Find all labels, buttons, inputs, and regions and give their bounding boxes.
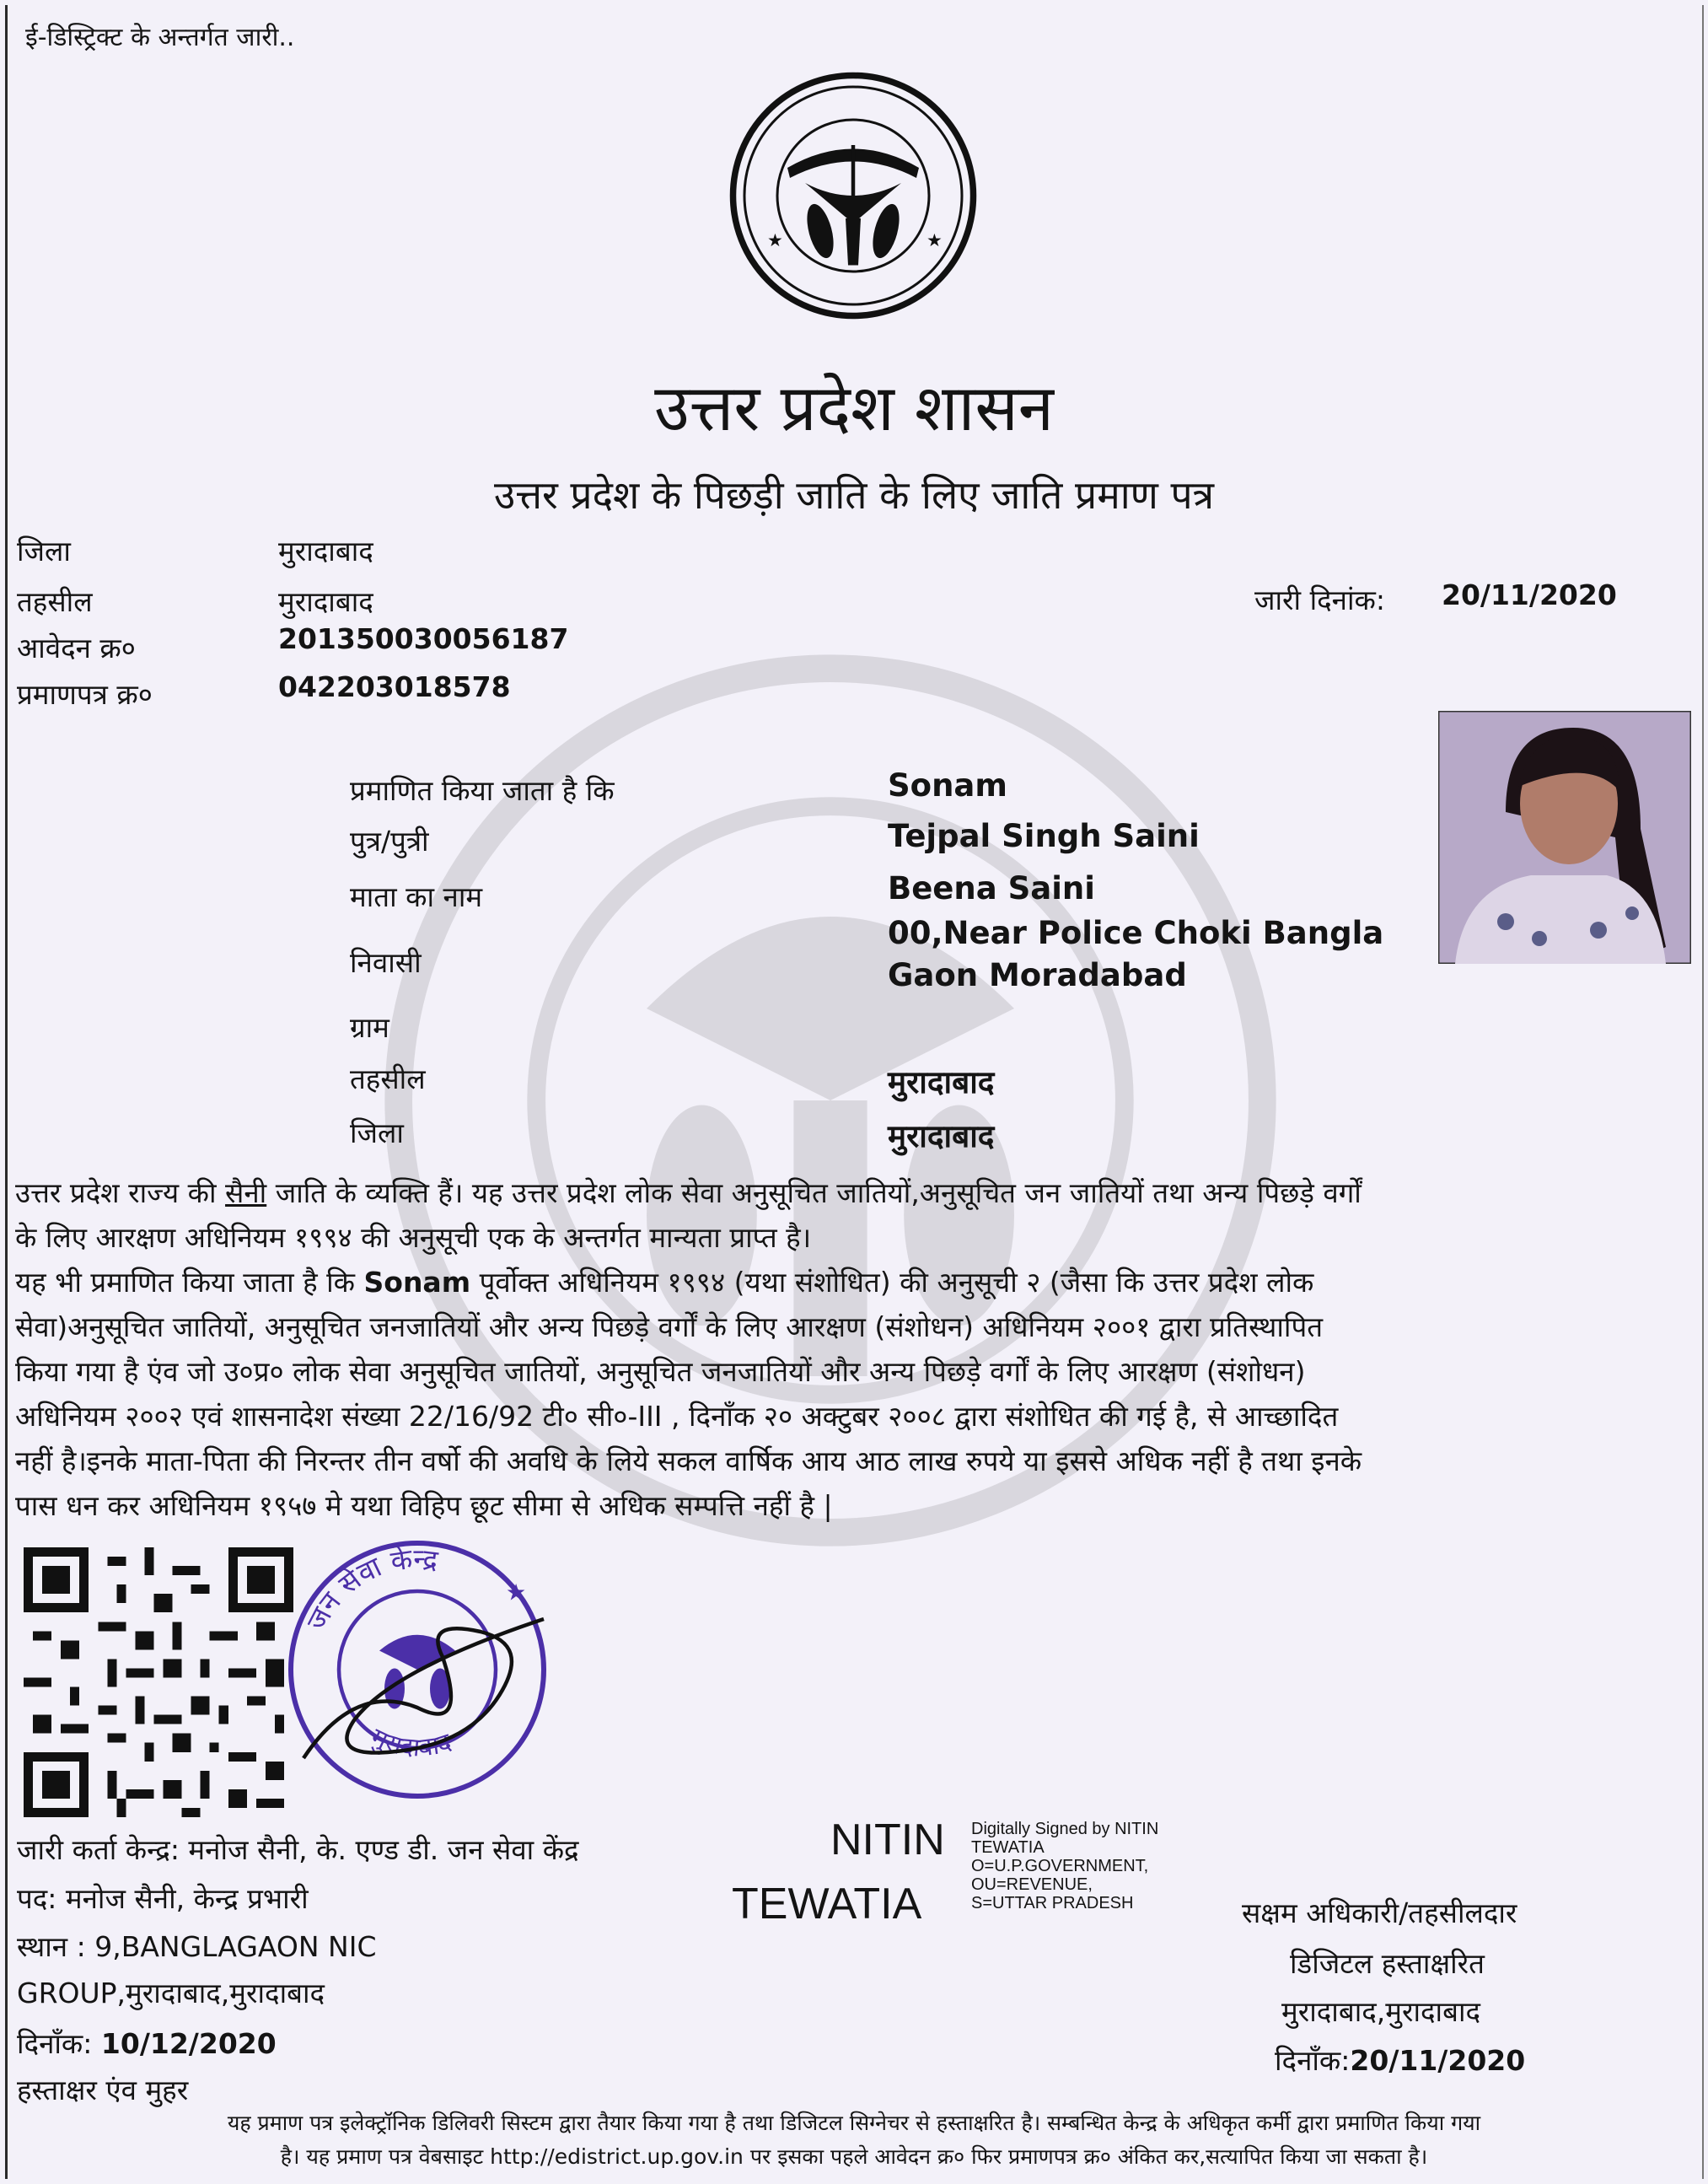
caste-text-b: जाति के व्यक्ति हैं। यह उत्तर प्रदेश लोक सेवा अनुसूचित जातियों,अनुसूचित जन जातियों तथा अन्य पिछड़े वर्गों <box>266 1176 1362 1209</box>
digital-signature-line-4: OU=REVENUE, <box>971 1875 1093 1894</box>
issue-date-value: 20/11/2020 <box>1442 578 1617 611</box>
applicant-photo <box>1438 711 1691 964</box>
top-note: ई-डिस्ट्रिक्ट के अन्तर्गत जारी.. <box>25 23 295 52</box>
issuer-date-label: दिनाँक: <box>17 2027 93 2060</box>
qr-code <box>24 1547 293 1817</box>
certify-text-d: किया गया है एंव जो उ०प्र० लोक सेवा अनुसूचित जातियों, अनुसूचित जनजातियों और अन्य पिछड़े वर्गों के लिए आरक्षण (संशोधन) <box>15 1355 1306 1388</box>
details-tehsil-value: मुरादाबाद <box>888 1064 995 1100</box>
authority-digital-signed: डिजिटल हस्ताक्षरित <box>1290 1947 1485 1980</box>
resident-address-line-2: Gaon Moradabad <box>888 957 1187 993</box>
tehsil-value: मुरादाबाद <box>278 585 373 618</box>
digital-signature-line-5: S=UTTAR PRADESH <box>971 1894 1134 1912</box>
document-title: उत्तर प्रदेश शासन <box>654 370 1054 445</box>
svg-text:जन सेवा केन्द्र: जन सेवा केन्द्र <box>299 1541 440 1636</box>
signer-last-name: TEWATIA <box>732 1880 922 1928</box>
authority-location: मुरादाबाद,मुरादाबाद <box>1281 1995 1481 2028</box>
certified-label: प्रमाणित किया जाता है कि <box>350 774 615 807</box>
footer-line-2: है। यह प्रमाण पत्र वेबसाइट http://edistrict.up.gov.in पर इसका पहले आवेदन क्र० फिर प्रमाणपत्र क्र० अंकित कर,सत्यापित किया जा सकता है। <box>280 2144 1428 2169</box>
caste-text-a: उत्तर प्रदेश राज्य की <box>15 1176 226 1209</box>
caste-name: सैनी <box>225 1176 267 1209</box>
certify-text-b: पूर्वोक्त अधिनियम १९९४ (यथा संशोधित) की अनुसूची २ (जैसा कि उत्तर प्रदेश लोक <box>470 1266 1314 1299</box>
signature-and-seal-label: हस्ताक्षर एंव मुहर <box>17 2074 189 2106</box>
authority-title: सक्षम अधिकारी/तहसीलदार <box>1242 1896 1517 1929</box>
issuer-place-line-2: GROUP,मुरादाबाद,मुरादाबाद <box>17 1977 325 2009</box>
footer-line-1: यह प्रमाण पत्र इलेक्ट्रॉनिक डिलिवरी सिस्टम द्वारा तैयार किया गया है तथा डिजिटल सिग्नेचर से हस्ताक्षरित है। सम्बन्धित केन्द्र के अधिकृत कर्मी द्वारा प्रमाणित किया गया <box>227 2111 1481 2135</box>
caste-text-c: के लिए आरक्षण अधिनियम १९९४ की अनुसूची एक के अन्तर्गत मान्यता प्राप्त है। <box>15 1221 812 1254</box>
digital-signature-line-1: Digitally Signed by NITIN <box>971 1820 1159 1838</box>
mother-name: Beena Saini <box>888 870 1095 906</box>
digital-signature-details <box>971 1820 1158 1912</box>
applicant-name: Sonam <box>888 767 1007 804</box>
issuer-date <box>17 2024 277 2062</box>
digital-signature-line-3: O=U.P.GOVERNMENT, <box>971 1857 1149 1875</box>
authority-date-label: दिनाँक: <box>1275 2044 1351 2077</box>
details-district-label: जिला <box>350 1116 404 1149</box>
child-of-label: पुत्र/पुत्री <box>350 825 429 858</box>
tehsil-label: तहसील <box>17 585 93 618</box>
village-label: ग्राम <box>350 1011 389 1044</box>
resident-address-line-1: 00,Near Police Choki Bangla <box>888 915 1384 951</box>
issuer-date-value: 10/12/2020 <box>100 2027 277 2060</box>
footer-note <box>25 2106 1683 2174</box>
up-government-emblem <box>727 69 980 322</box>
svg-text:मुरादाबाद: मुरादाबाद <box>366 1722 455 1763</box>
issuer-place-line-1: स्थान : 9,BANGLAGAON NIC <box>17 1930 377 1963</box>
certify-name: Sonam <box>363 1266 471 1299</box>
authority-date-value: 20/11/2020 <box>1350 2044 1526 2077</box>
application-number-value: 201350030056187 <box>278 622 569 655</box>
details-district-value: मुरादाबाद <box>888 1118 995 1154</box>
certify-text-f: नहीं है।इनके माता-पिता की निरन्तर तीन वर्षो की अवधि के लिये सकल वार्षिक आय आठ लाख रुपये या इससे अधिक नहीं है तथा इनके <box>15 1444 1362 1477</box>
issue-date-label: जारी दिनांक: <box>1254 584 1385 616</box>
svg-text:★: ★ <box>767 230 783 250</box>
document-subtitle: उत्तर प्रदेश के पिछड़ी जाति के लिए जाति प्रमाण पत्र <box>493 472 1215 518</box>
issuing-center: जारी कर्ता केन्द्र: मनोज सैनी, के. एण्ड डी. जन सेवा केंद्र <box>17 1833 579 1866</box>
issuer-post: पद: मनोज सैनी, केन्द्र प्रभारी <box>17 1882 309 1915</box>
signer-first-name: NITIN <box>830 1816 945 1864</box>
digital-signature-line-2: TEWATIA <box>971 1838 1045 1857</box>
certify-text-g: पास धन कर अधिनियम १९५७ मे यथा विहिप छूट सीमा से अधिक सम्पत्ति नहीं है | <box>15 1489 833 1522</box>
certify-text-c: सेवा)अनुसूचित जातियों, अनुसूचित जनजातियों और अन्य पिछड़े वर्गों के लिए आरक्षण (संशोधन) अधिनियम २००१ द्वारा प्रतिस्थापित <box>15 1310 1324 1343</box>
resident-label: निवासी <box>350 946 422 979</box>
district-value: मुरादाबाद <box>278 535 373 568</box>
certify-text-a: यह भी प्रमाणित किया जाता है कि <box>15 1266 364 1299</box>
details-tehsil-label: तहसील <box>350 1062 426 1095</box>
certify-text-e: अधिनियम २००२ एवं शासनादेश संख्या 22/16/92 टी० सी०-III , दिनाँक २० अक्टुबर २००८ द्वारा संशोधित की गई है, से आच्छादित <box>15 1400 1339 1433</box>
father-name: Tejpal Singh Saini <box>888 818 1200 854</box>
jan-seva-kendra-stamp <box>278 1530 556 1809</box>
svg-text:★: ★ <box>927 230 943 250</box>
certificate-number-label: प्रमाणपत्र क्र० <box>17 678 153 711</box>
mother-label: माता का नाम <box>350 880 483 913</box>
caste-paragraph <box>15 1170 1693 1528</box>
svg-text:★: ★ <box>506 1579 527 1606</box>
application-number-label: आवेदन क्र० <box>17 632 136 664</box>
certificate-number-value: 042203018578 <box>278 670 511 703</box>
authority-date <box>1275 2041 1525 2079</box>
district-label: जिला <box>17 535 71 568</box>
